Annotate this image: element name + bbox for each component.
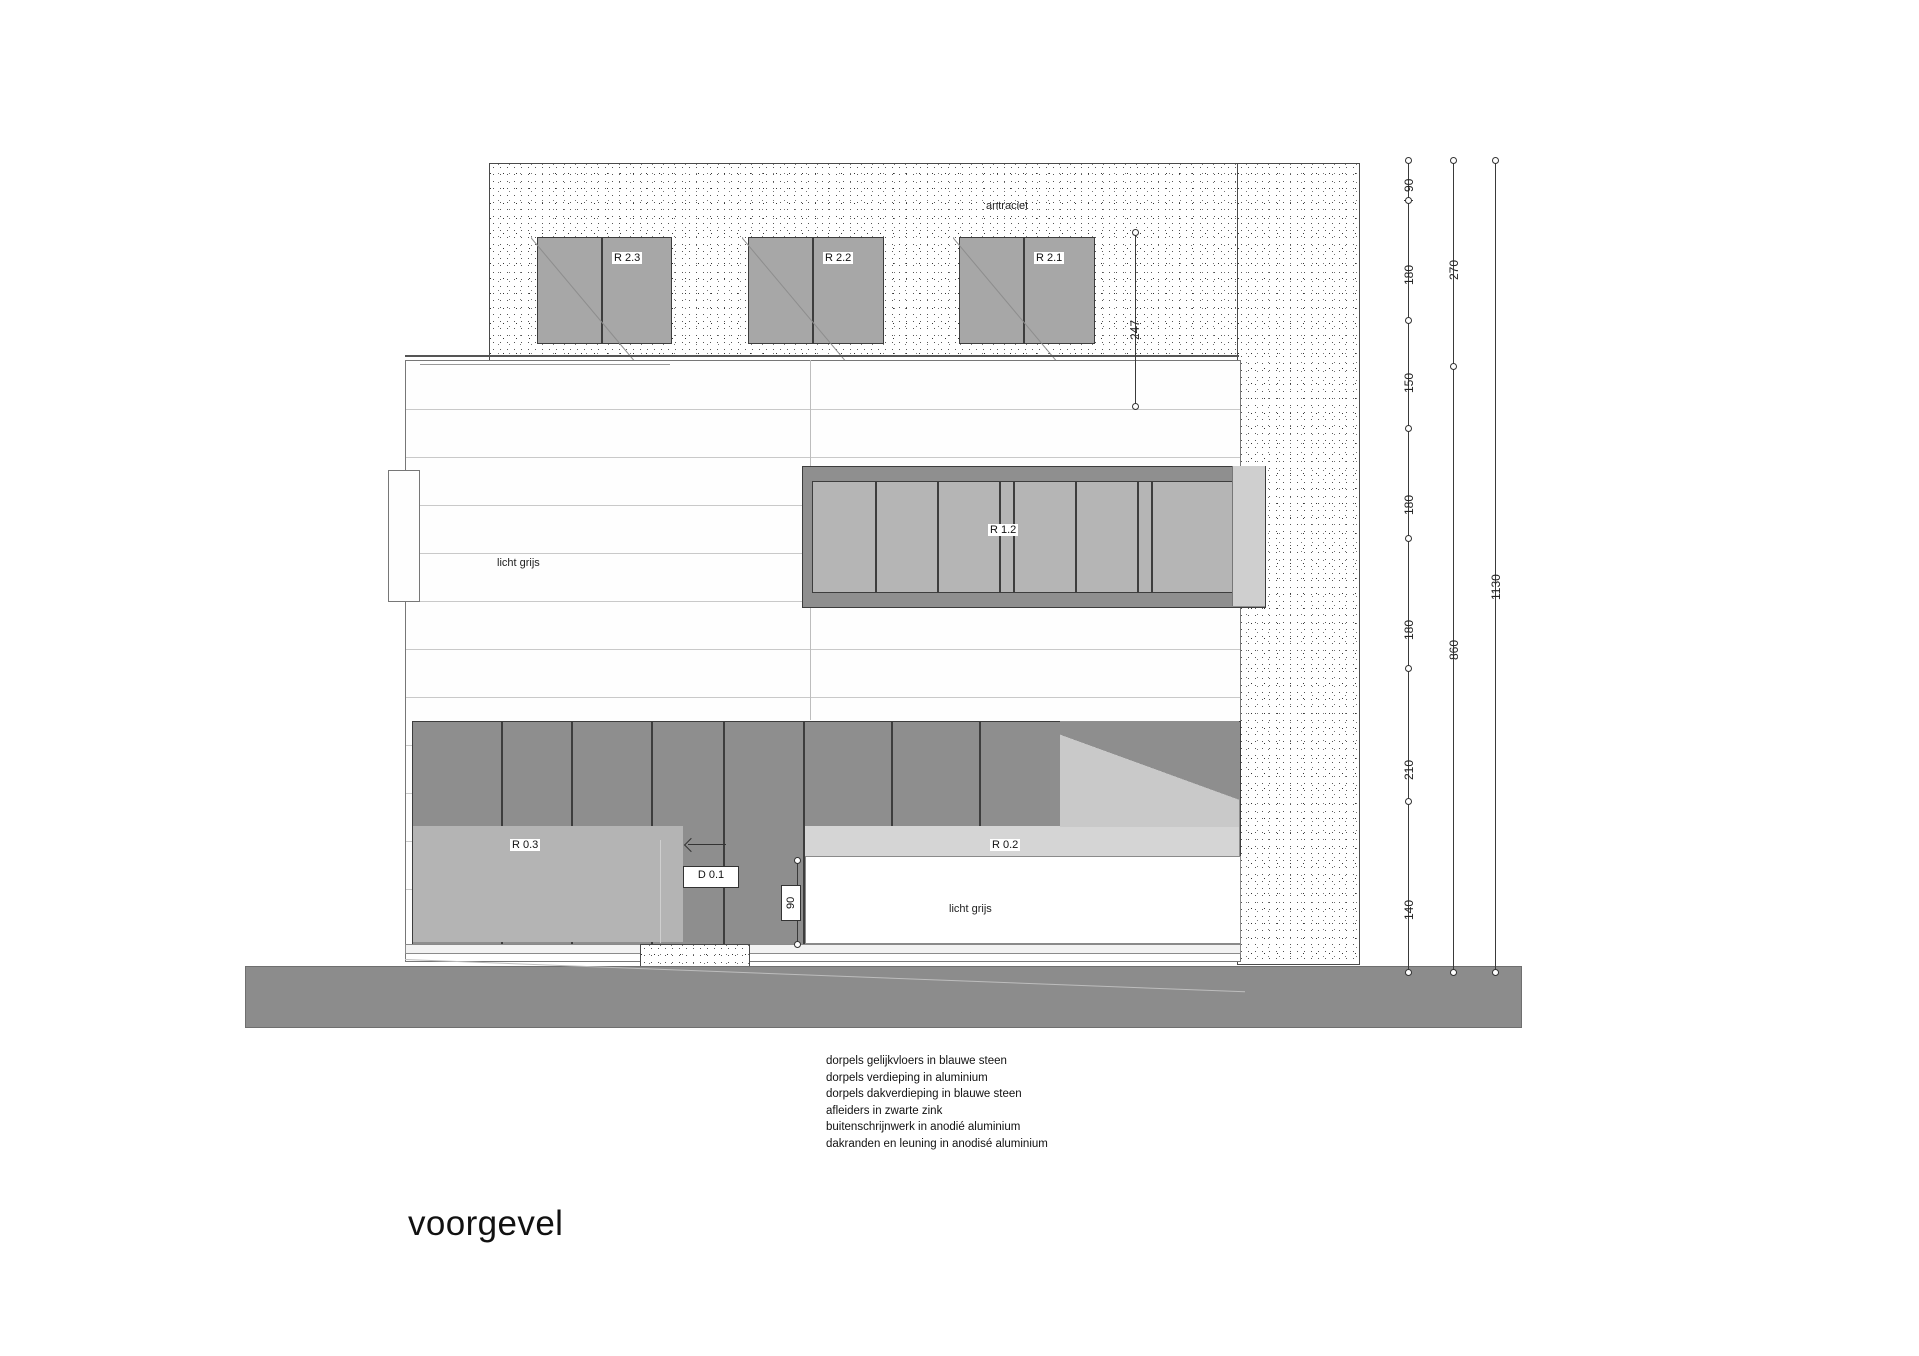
dimpoint-90-bottom [794, 941, 801, 948]
material-label-licht-grijs-lower: licht grijs [949, 903, 992, 915]
dim-middle-270: 270 [1447, 259, 1461, 280]
window-tag-r12: R 1.2 [990, 524, 1017, 536]
entrance-white-panel [805, 856, 1241, 944]
note-line-4: afleiders in zwarte zink [826, 1104, 943, 1117]
note-line-1: dorpels gelijkvloers in blauwe steen [826, 1055, 1007, 1067]
note-line-6: dakranden en leuning in anodisé aluminium [826, 1137, 1048, 1150]
window-tag-r02: R 0.2 [992, 839, 1019, 851]
left-projection-panel [388, 470, 420, 602]
dimpoint-90-top [794, 857, 801, 864]
material-label-antraciet: antraciet [986, 200, 1029, 212]
dim-inner-180a: 180 [1402, 264, 1416, 285]
dimpoint-247-bottom [1132, 403, 1139, 410]
door-swing-arrow [686, 838, 726, 850]
dim-inner-180c: 180 [1402, 619, 1416, 640]
dim-outer-1130: 1130 [1489, 574, 1503, 600]
window-tag-r22: R 2.2 [825, 252, 852, 264]
dimension-column-inner [1398, 160, 1438, 980]
drawing-title: voorgevel [408, 1204, 564, 1243]
window-r12-reveal [1232, 466, 1265, 606]
door-jamb-line [660, 840, 661, 943]
terrain-slope-line [405, 944, 1245, 1004]
dim-inner-150: 150 [1402, 372, 1416, 393]
parapet-line [405, 355, 1239, 357]
dim-middle-860: 860 [1447, 639, 1461, 660]
dimension-90-detail: 90 [781, 885, 801, 921]
dimension-247: 247 [1128, 319, 1142, 340]
window-r12 [812, 481, 1246, 593]
material-label-licht-grijs-upper: licht grijs [497, 557, 540, 569]
dim-inner-180b: 180 [1402, 494, 1416, 515]
dimpoint-247-top [1132, 229, 1139, 236]
window-tag-r03: R 0.3 [512, 839, 539, 851]
dim-inner-90: 90 [1402, 178, 1416, 192]
glass-reflection-wedge [1060, 721, 1239, 827]
legend-notes [826, 1053, 1048, 1153]
note-line-5: buitenschrijnwerk in anodié aluminium [826, 1121, 1021, 1134]
window-tag-r21: R 2.1 [1036, 252, 1063, 264]
dimension-column-middle [1443, 160, 1483, 980]
window-tag-r23: R 2.3 [614, 252, 641, 264]
ground-floor-glass-lower-band [413, 826, 683, 942]
door-tag-d01: D 0.1 [683, 866, 739, 888]
dim-inner-210: 210 [1402, 759, 1416, 780]
note-line-3: dorpels dakverdieping in blauwe steen [826, 1088, 1022, 1101]
note-line-2: dorpels verdieping in aluminium [826, 1071, 988, 1084]
dimension-column-outer [1485, 160, 1525, 980]
parapet-line-2 [420, 364, 670, 365]
dim-inner-140: 140 [1402, 899, 1416, 920]
